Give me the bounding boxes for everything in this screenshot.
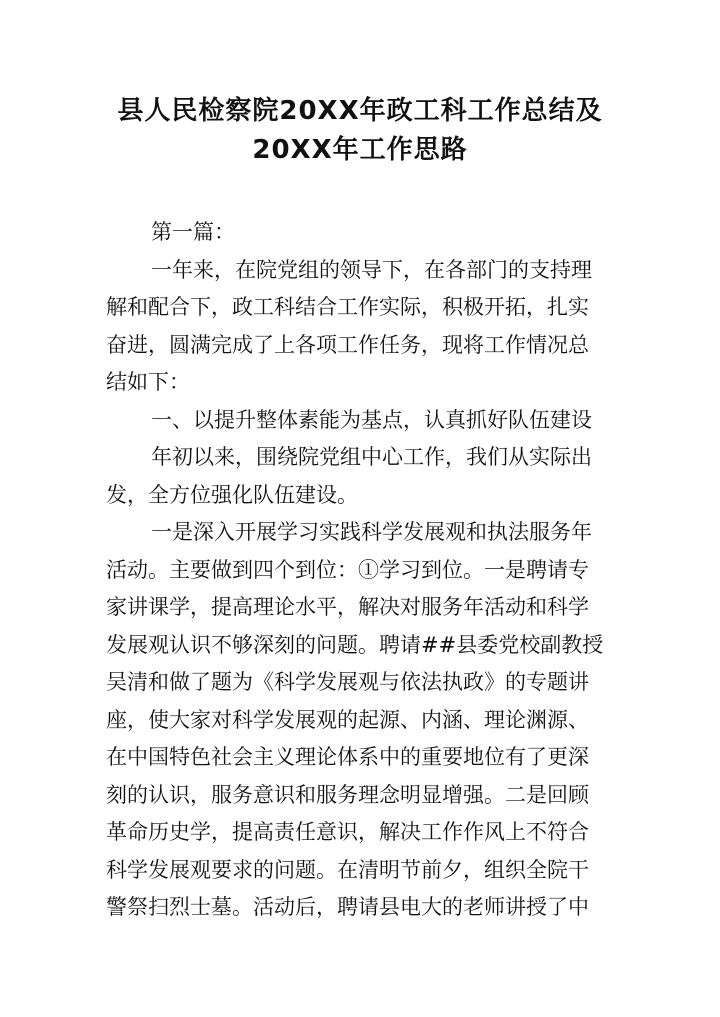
body-text-line: 发展观认识不够深刻的问题。聘请##县委党校副教授 [106,632,604,657]
document-title-line-2: 20XX年工作思路 [252,135,468,165]
body-text-line: 座，使大家对科学发展观的起源、内涵、理论渊源、 [106,707,589,732]
body-text-line: 解和配合下，政工科结合工作实际，积极开拓，扎实 [106,295,589,319]
document-title-line-1: 县人民检察院20XX年政工科工作总结及 [117,96,603,126]
body-text-line: 科学发展观要求的问题。在清明节前夕，组织全院干 [106,857,589,882]
body-text-line: 吴清和做了题为《科学发展观与依法执政》的专题讲 [106,670,589,694]
body-text-line: 革命历史学，提高责任意识，解决工作作风上不符合 [106,820,589,844]
body-text-line: 第一篇： [151,220,235,244]
body-text-line: 警祭扫烈士墓。活动后，聘请县电大的老师讲授了中 [106,895,589,919]
body-text-line: 刻的认识，服务意识和服务理念明显增强。二是回顾 [106,782,589,807]
body-text-line: 在中国特色社会主义理论体系中的重要地位有了更深 [106,745,589,769]
body-text-line: 发，全方位强化队伍建设。 [106,482,358,507]
body-text-line: 奋进，圆满完成了上各项工作任务，现将工作情况总 [106,332,589,357]
body-text-line: 一年来，在院党组的领导下，在各部门的支持理 [151,257,592,282]
body-text-line: 一是深入开展学习实践科学发展观和执法服务年 [151,520,592,544]
body-text-line: 活动。主要做到四个到位：①学习到位。一是聘请专 [106,557,589,582]
body-text-line: 家讲课学，提高理论水平，解决对服务年活动和科学 [106,595,589,619]
body-text-line: 一、以提升整体素能为基点，认真抓好队伍建设 [151,407,592,432]
document-body [106,214,616,927]
body-text-line: 年初以来，围绕院党组中心工作，我们从实际出 [151,445,592,469]
body-text-line: 结如下： [106,370,190,394]
